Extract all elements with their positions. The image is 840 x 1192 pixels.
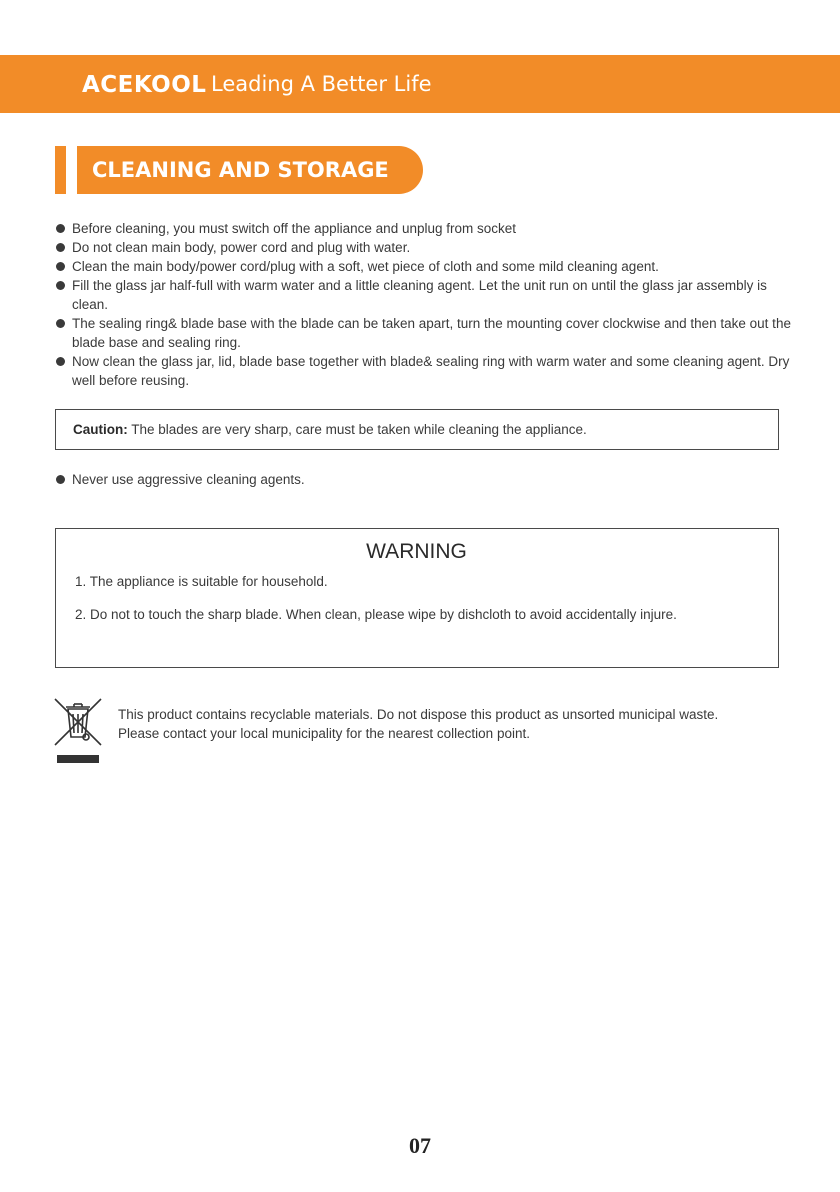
- bullet-icon: [56, 475, 65, 484]
- brand-tagline: Leading A Better Life: [211, 72, 432, 96]
- list-item: Clean the main body/power cord/plug with a soft, wet piece of cloth and some mild cleaning agent.: [56, 257, 796, 276]
- warning-box: [55, 528, 779, 668]
- section-accent-bar: [55, 146, 66, 194]
- bullet-icon: [56, 281, 65, 290]
- list-item: Fill the glass jar half-full with warm water and a little cleaning agent. Let the unit run on until the glass jar assembly is clean.: [56, 276, 796, 314]
- list-item: Before cleaning, you must switch off the appliance and unplug from socket: [56, 219, 796, 238]
- list-item: Never use aggressive cleaning agents.: [56, 470, 796, 489]
- warning-item: 1. The appliance is suitable for household.: [75, 574, 328, 589]
- cleaning-instructions-list: [56, 219, 796, 390]
- caution-text: The blades are very sharp, care must be taken while cleaning the appliance.: [131, 422, 587, 437]
- page-number: 07: [409, 1133, 431, 1158]
- caution-box: [55, 409, 779, 450]
- bullet-icon: [56, 224, 65, 233]
- list-item: Now clean the glass jar, lid, blade base together with blade& sealing ring with warm water and some cleaning agent. Dry well before reusing.: [56, 352, 796, 390]
- extra-instructions-list: [56, 470, 796, 489]
- list-item: Do not clean main body, power cord and plug with water.: [56, 238, 796, 257]
- bullet-icon: [56, 262, 65, 271]
- bullet-icon: [56, 319, 65, 328]
- warning-item: 2. Do not to touch the sharp blade. When clean, please wipe by dishcloth to avoid accidentally injure.: [75, 607, 677, 622]
- caution-label: Caution:: [73, 422, 128, 437]
- bullet-icon: [56, 243, 65, 252]
- list-item: The sealing ring& blade base with the blade can be taken apart, turn the mounting cover clockwise and then take out the blade base and sealing ring.: [56, 314, 796, 352]
- recycling-note: This product contains recyclable materials. Do not dispose this product as unsorted municipal waste. Please contact your local municipality for the nearest collection point.: [118, 707, 719, 741]
- warning-title: WARNING: [366, 540, 467, 563]
- section-title: CLEANING AND STORAGE: [77, 146, 423, 194]
- bullet-icon: [56, 357, 65, 366]
- crossed-out-wheelie-bin-icon: [53, 695, 103, 767]
- brand-logo: ACEKOOL: [82, 72, 207, 98]
